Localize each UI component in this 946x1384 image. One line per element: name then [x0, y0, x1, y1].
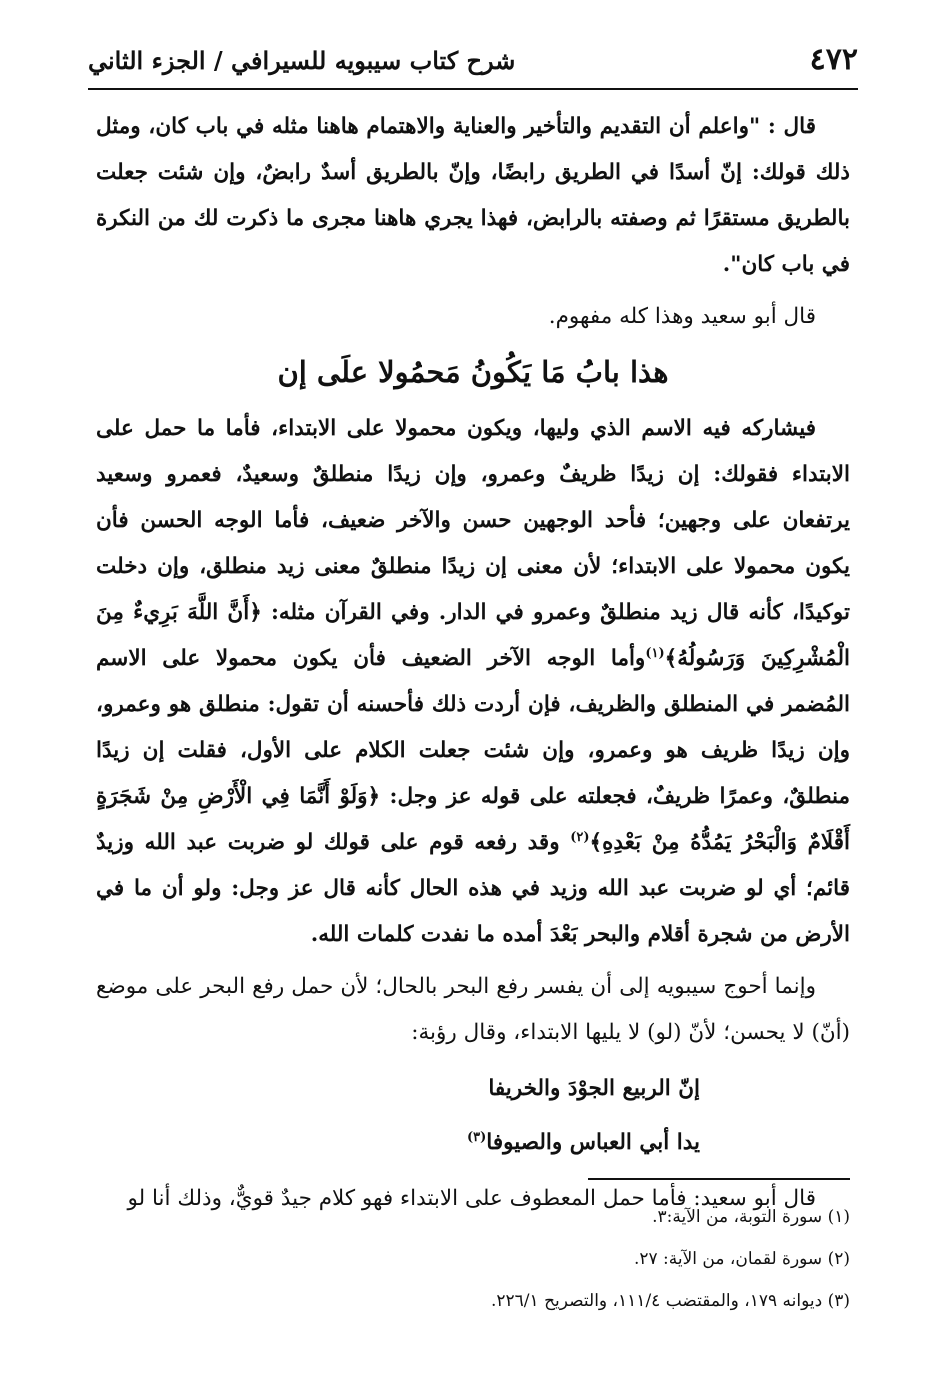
running-title: شرح كتاب سيبويه للسيرافي / الجزء الثاني [88, 46, 516, 75]
footnote: (١) سورة التوبة، من الآية:٣. [652, 1207, 850, 1227]
verse-line: إنّ الربيع الجوْدَ والخريفا [488, 1076, 700, 1101]
paragraph-continuation: قال أبو سعيد: فأما حمل المعطوف على الابتداء فهو كلام جيدٌ قويٌّ، وذلك أنا لو [127, 1186, 816, 1211]
footnote-ref: (٣) [466, 1129, 487, 1145]
text-segment: فيشاركه فيه الاسم الذي وليها، ويكون محمولا على الابتداء، فأما ما حمل على الابتداء فقولك: إن زيدًا ظريفٌ وعمرو، وإن زيدًا منطلقٌ وسعيدٌ، فعمرو وسعيد يرتفعان على وجهين؛ فأحد الوجهين حسن والآخر ضعيف، فأما الوجه الحسن فأن يكون محمولا على الابتداء؛ لأن معنى إن زيدًا منطلقٌ معنى زيد منطلق، وإن دخلت توكيدًا، كأنه قال زيد منطلقٌ وعمرو في الدار. وفي القرآن مثله: ﴿أَنَّ اللَّهَ بَرِيءٌ مِنَ الْمُشْرِكِينَ وَرَسُولُهُ﴾ [96, 416, 851, 671]
verse-text: يدا أبي العباس والصيوفا [486, 1130, 700, 1155]
poetry-block [96, 1062, 850, 1170]
paragraph-quote: قال : "واعلم أن التقديم والتأخير والعناية والاهتمام هاهنا مثله في باب كان، ومثل ذلك قولك: إنّ أسدًا في الطريق رابضًا، وإنّ بالطريق أسدٌ رابضٌ، وإن شئت جعلت بالطريق مستقرًا ثم وصفته بالرابض، فهذا يجري هاهنا مجرى ما ذكرت لك من النكرة في باب كان". [96, 114, 850, 277]
footnotes [96, 1196, 850, 1322]
footnote: (٣) ديوانه ١٧٩، والمقتضب ١١١/٤، والتصريح ٢٢٦/١. [491, 1291, 850, 1311]
footnote-ref: (٢) [570, 829, 590, 845]
text-segment: وقد رفعه قوم على قولك لو ضربت عبد الله وزيدٌ قائم؛ أي لو ضربت عبد الله وزيد في هذه الحال كأنه قال عز وجل: ولو أن ما في الأرض من شجرة أقلام والبحر بَعْدَ أمده ما نفدت كلمات الله. [96, 830, 850, 947]
footnote-ref: (١) [645, 645, 665, 661]
chapter-heading: هذا بابُ مَا يَكُونُ مَحمُولا علَى إن [277, 355, 669, 389]
paragraph-explanation: وإنما أحوج سيبويه إلى أن يفسر رفع البحر بالحال؛ لأن حمل رفع البحر على موضع (أنّ) لا يحسن؛ لأنّ (لو) لا يليها الابتداء، وقال رؤبة: [96, 974, 850, 1045]
verse-line [96, 1116, 700, 1170]
footnote-divider [588, 1178, 850, 1180]
paragraph-comment: قال أبو سعيد وهذا كله مفهوم. [548, 304, 816, 329]
footnote: (٢) سورة لقمان، من الآية: ٢٧. [633, 1249, 850, 1269]
main-text [96, 104, 850, 1228]
paragraph-chapter-text [96, 406, 850, 958]
page-number: ٤٧٢ [809, 42, 858, 77]
page-header [88, 40, 858, 90]
text-segment: وأما الوجه الآخر الضعيف فأن يكون محمولا على الاسم المُضمر في المنطلق والظريف، فإن أردت ذلك فأحسنه أن تقول: منطلق هو وعمرو، وإن زيدًا ظريف هو وعمرو، وإن شئت جعلت الكلام على الأول، فقلت إن زيدًا منطلقٌ، وعمرًا ظريفٌ، فجعلته على قوله عز وجل: ﴿وَلَوْ أَنَّمَا فِي الْأَرْضِ مِنْ شَجَرَةٍ أَقْلَامٌ وَالْبَحْرُ يَمُدُّهُ مِنْ بَعْدِهِ﴾ [96, 646, 850, 855]
